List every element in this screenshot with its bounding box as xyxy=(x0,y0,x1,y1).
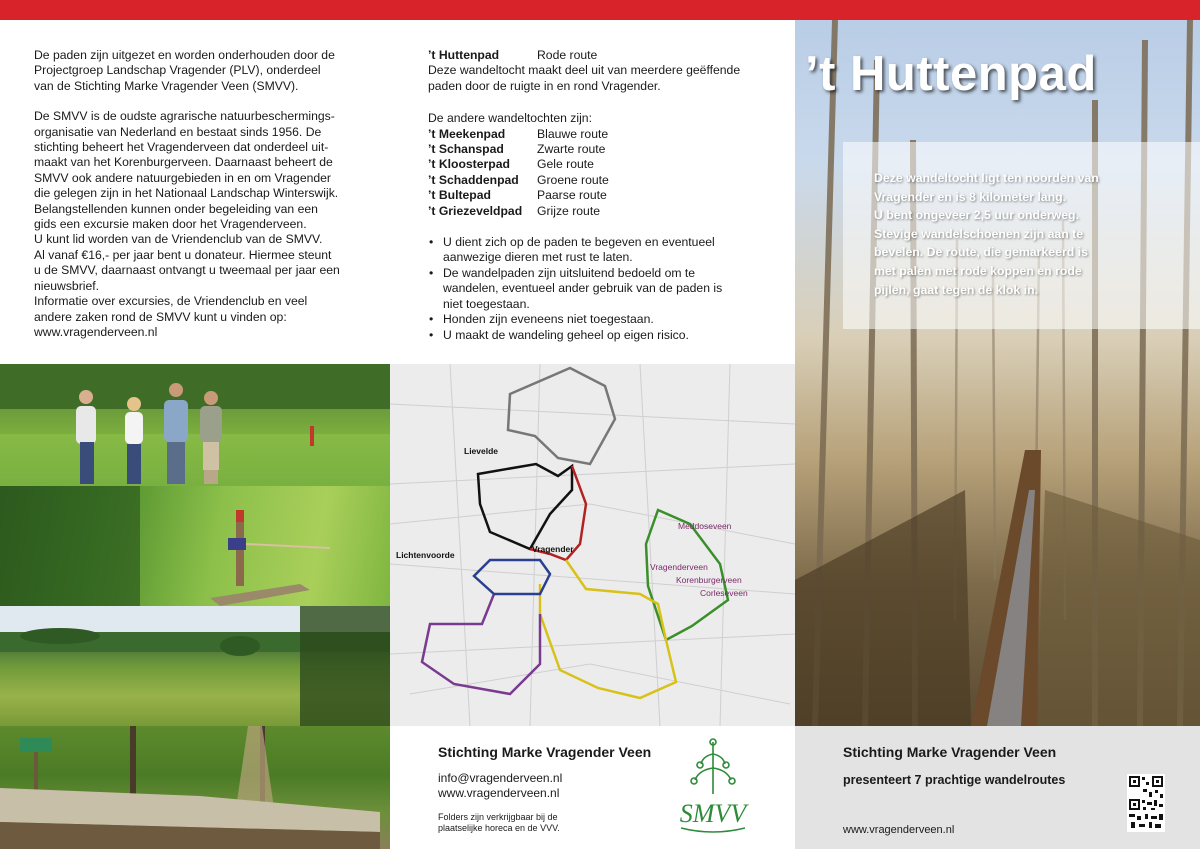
walkers-illustration xyxy=(0,364,390,486)
routes-text-column xyxy=(428,48,778,343)
contact-panel xyxy=(390,726,795,849)
map-label-corleseveen: Corleseveen xyxy=(700,588,748,598)
route-row: ’t Meekenpad Blauwe route xyxy=(428,126,609,141)
photo-marker-post xyxy=(0,486,390,606)
list-item: • U maakt de wandeling geheel op eigen risico. xyxy=(428,328,778,343)
map-label-korenburgerveen: Korenburgerveen xyxy=(676,575,742,585)
cover-footer-subtitle: presenteert 7 prachtige wandelroutes xyxy=(843,773,1066,787)
list-item: • Honden zijn eveneens niet toegestaan. xyxy=(428,312,778,327)
top-red-bar xyxy=(0,0,1200,20)
smvv-logo-icon xyxy=(675,734,751,842)
svg-text:SMVV: SMVV xyxy=(679,799,747,828)
route-row: ’t Griezeveldpad Grijze route xyxy=(428,203,600,218)
forest-path-illustration xyxy=(0,726,390,849)
other-routes-list xyxy=(428,127,778,219)
route-map xyxy=(390,364,795,726)
route-row: ’t Schanspad Zwarte route xyxy=(428,142,606,157)
map-label-vragenderveen: Vragenderveen xyxy=(650,562,708,572)
map-label-meddoseveen: Meddoseveen xyxy=(678,521,732,531)
cover-forest-illustration xyxy=(795,20,1200,726)
intro-paragraph-smvv: De SMVV is de oudste agrarische natuurbeschermings- organisatie van Nederland en bestaat sinds 1956. De stichting beheert het Vragenderveen dat onderdeel uit- maakt van het Korenburgerveen. Daarnaast beheert de SMVV ook andere natuurgebieden in en om Vragender die gelegen zijn in het Nationaal Landschap Winterswijk. Belangstellenden kunnen onder begeleiding van een gids een excursie maken door het Vragenderveen. U kunt lid worden van de Vriendenclub van de SMVV. Al vanaf €16,- per jaar bent u donateur. Hiermee steunt u de SMVV, daarnaast ontvangt u tweemaal per jaar een nieuwsbrief. Informatie over excursies, de Vriendenclub en veel andere zaken rond de SMVV kunt u vinden op: www.vragenderveen.nl xyxy=(34,109,374,340)
route-row: ’t Bultepad Paarse route xyxy=(428,188,607,203)
folder-note: Folders zijn verkrijgbaar bij de plaatselijke horeca en de VVV. xyxy=(438,812,560,833)
route-map-svg xyxy=(390,364,795,726)
photo-heathland xyxy=(0,606,390,726)
cover-title: ’t Huttenpad xyxy=(805,47,1097,101)
other-routes-heading: De andere wandeltochten zijn: xyxy=(428,111,592,126)
website-link[interactable]: www.vragenderveen.nl xyxy=(843,824,955,836)
intro-paragraph-plv: De paden zijn uitgezet en worden onderhouden door de Projectgroep Landschap Vragender (PLV), onderdeel van de Stichting Marke Vragender Veen (SMVV). xyxy=(34,48,335,93)
smvv-logo xyxy=(675,734,751,842)
heathland-illustration xyxy=(0,606,390,726)
map-label-lichtenvoorde: Lichtenvoorde xyxy=(396,550,455,560)
photo-forest-path xyxy=(0,726,390,849)
org-name: Stichting Marke Vragender Veen xyxy=(438,744,652,760)
cover-photo xyxy=(795,20,1200,726)
map-label-lievelde: Lievelde xyxy=(464,446,499,456)
route-name: ’t Huttenpad xyxy=(428,48,500,62)
rules-list xyxy=(428,235,778,343)
route-color: Rode route xyxy=(537,48,598,62)
route-intro: Deze wandeltocht maakt deel uit van meerdere geëffende paden door de ruigte in en rond Vragender. xyxy=(428,63,741,93)
main-route-row xyxy=(428,48,778,63)
cover-footer-title: Stichting Marke Vragender Veen xyxy=(843,744,1057,760)
email-link[interactable]: info@vragenderveen.nl xyxy=(438,771,563,785)
website-link[interactable]: www.vragenderveen.nl xyxy=(34,324,158,339)
website-link[interactable]: www.vragenderveen.nl xyxy=(438,786,560,800)
cover-footer xyxy=(795,726,1200,849)
route-row: ’t Schaddenpad Groene route xyxy=(428,172,609,187)
qr-code-graphic xyxy=(1127,774,1165,832)
qr-code-icon[interactable] xyxy=(1127,774,1165,832)
intro-text-column xyxy=(34,48,374,355)
list-item: • U dient zich op de paden te begeven en eventueel aanwezige dieren met rust te laten. xyxy=(428,235,778,266)
marker-post-illustration xyxy=(0,486,390,606)
route-row: ’t Kloosterpad Gele route xyxy=(428,157,594,172)
photo-walkers xyxy=(0,364,390,486)
map-label-vragender: Vragender xyxy=(532,544,574,554)
route-description: Deze wandeltocht ligt ten noorden van Vragender en is 8 kilometer lang. U bent ongeveer 2,5 uur onderweg. Stevige wandelschoenen zijn aan te bevelen. De route, die gemarkeerd is met palen met rode koppen en rode pijlen, gaat tegen de klok in. xyxy=(874,171,1099,297)
list-item: • De wandelpaden zijn uitsluitend bedoeld om te wandelen, eventueel ander gebruik van de paden is niet toegestaan. xyxy=(428,266,778,312)
